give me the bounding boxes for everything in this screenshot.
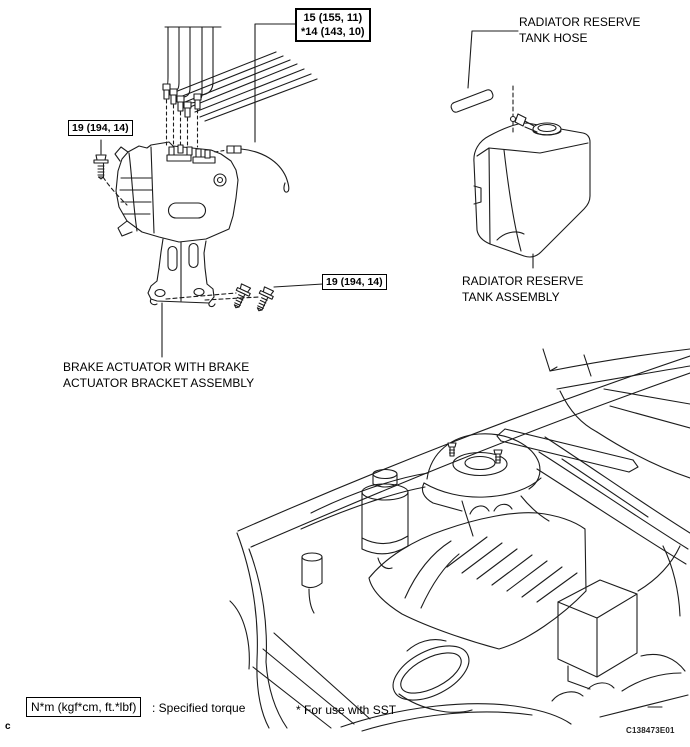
label-brake-actuator-assembly [63,360,254,391]
label-line: ACTUATOR BRACKET ASSEMBLY [63,375,255,390]
brake-actuator-drawing [115,142,238,242]
radiator-tank-drawing [474,114,590,257]
torque-value: 19 (194, 14) [72,122,129,134]
torque-legend-caption: : Specified torque [152,701,246,715]
relay-box-drawing [558,580,637,689]
label-line: TANK HOSE [519,30,588,45]
brace-bar-drawing [497,429,638,472]
label-line: BRAKE ACTUATOR WITH BRAKE [63,360,250,374]
engine-bay-drawing [230,349,690,731]
cowl-lines [238,349,690,564]
radiator-hose-drawing [451,86,513,133]
brake-tubes-drawing [163,27,317,150]
corner-mark: c [5,721,11,732]
label-radiator-reserve-tank-assembly [462,274,583,305]
torque-unit-text: N*m (kgf*cm, ft.*lbf) [31,700,137,714]
fender-lines [230,473,428,728]
flexible-hose-drawing [215,146,289,192]
pulley-oval-drawing [384,635,477,712]
bolt-icon [94,155,108,179]
torque-unit-legend-box [26,697,141,717]
torque-value: 19 (194, 14) [326,276,383,288]
actuator-bracket-drawing [148,239,215,307]
sst-note: * For use with SST [296,703,397,717]
label-line: TANK ASSEMBLY [462,289,560,304]
label-radiator-reserve-tank-hose [519,15,640,46]
torque-value-line2: *14 (143, 10) [301,26,365,38]
reservoir-drawing [362,470,408,569]
bolt-icon [253,286,276,314]
torque-callout-tubes [295,8,371,42]
torque-callout-left-bolt [68,120,133,136]
label-line: RADIATOR RESERVE [462,274,584,288]
engine-cover-drawing [369,504,586,649]
label-line: RADIATOR RESERVE [519,15,641,29]
torque-value-line1: 15 (155, 11) [303,12,363,24]
figure-code: C138473E01 [626,726,675,735]
torque-callout-right-bolts [322,274,387,290]
bolt-icon [230,283,253,311]
filler-cap-drawing [302,553,322,613]
leader-lines [101,24,533,357]
